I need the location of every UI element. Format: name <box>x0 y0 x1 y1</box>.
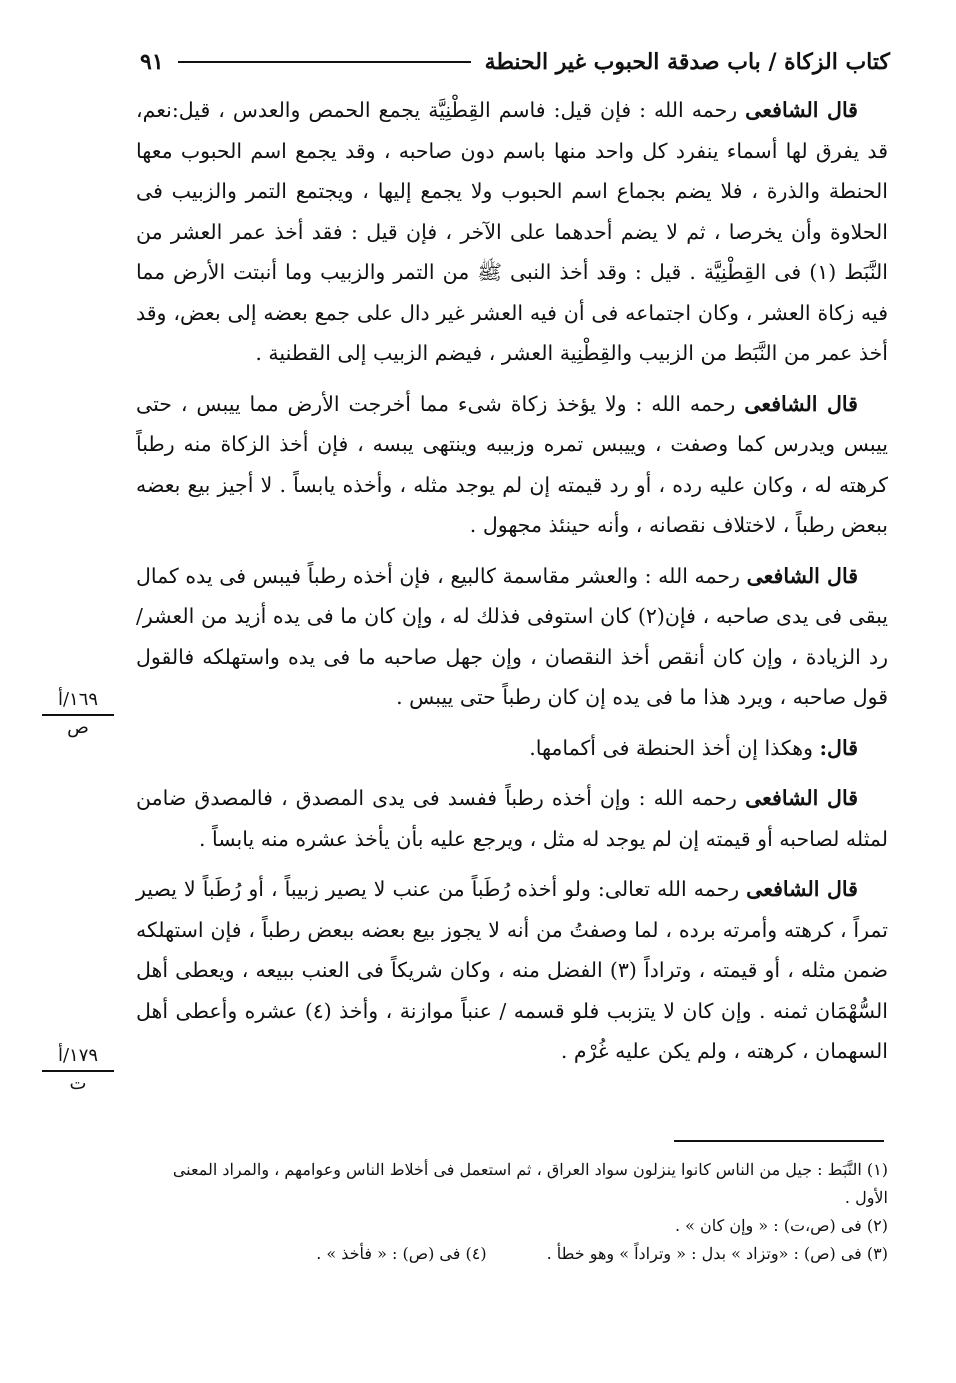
footnote-4: (٤) فى (ص) : « فأخذ » . <box>316 1244 487 1263</box>
paragraph-2 <box>136 384 888 546</box>
footnote-3: (٣) فى (ص) : «وتزاد » بدل : « وتراداً » وهو خطأ . <box>546 1244 888 1263</box>
paragraph-6 <box>136 869 888 1072</box>
margin-siglum: ت <box>69 1073 87 1094</box>
margin-note-manuscript-ref <box>42 688 114 740</box>
margin-folio: ١٦٩/أ <box>42 688 114 716</box>
paragraph-text: رحمه الله : وإن أخذه رطباً ففسد فى يدى المصدق ، فالمصدق ضامن لمثله لصاحبه أو قيمته إن لم يوجد له مثل ، ويرجع عليه بأن يأخذ عشره منه يابساً . <box>136 786 888 851</box>
footnote-2: (٢) فى (ص،ت) : « وإن كان » . <box>674 1216 888 1235</box>
footnote-divider <box>674 1140 884 1142</box>
footnote-1: (١) النَّبَط : جيل من الناس كانوا ينزلون سواد العراق ، ثم استعمل فى أخلاط الناس وعوامهم ، والمراد المعنى الأول . <box>172 1160 888 1207</box>
speaker: قال: <box>819 735 858 760</box>
paragraph-4 <box>136 728 888 769</box>
speaker: قال الشافعى <box>744 391 858 416</box>
paragraph-5 <box>136 778 888 859</box>
paragraph-3 <box>136 556 888 718</box>
paragraph-1 <box>136 90 888 374</box>
paragraph-text: رحمه الله : فإن قيل: فاسم القِطْنِيَّة يجمع الحمص والعدس ، قيل:نعم، قد يفرق لها أسماء ينفرد كل واحد منها باسم دون صاحبه ، وقد يجمع اسم الحبوب معها الحنطة والذرة ، فلا يضم بجماع اسم الحبوب ولا يجمع إليها ، ويجتمع التمر والزبيب فى الحلاوة وأن يخرصا ، ثم لا يضم أحدهما على الآخر ، فإن قيل : فقد أخذ عمر العشر من النَّبَط (١) فى القِطْنِيَّة . قيل : وقد أخذ النبى ﷺ من التمر والزبيب وما أنبتت الأرض مما فيه زكاة العشر ، وكان اجتماعه فى أن فيه العشر غير دال على جمع بعضه إلى بعض، وقد أخذ عمر من النَّبَط من الزبيب والقِطْنِية العشر ، فيضم الزبيب إلى القطنية . <box>136 98 888 365</box>
speaker: قال الشافعى <box>746 877 858 901</box>
footnote-row <box>136 1240 888 1268</box>
main-text <box>136 90 888 1082</box>
header-rule <box>178 61 471 63</box>
speaker: قال الشافعى <box>746 563 858 588</box>
running-title: كتاب الزكاة / باب صدقة الحبوب غير الحنطة <box>484 49 890 75</box>
paragraph-text: رحمه الله : والعشر مقاسمة كالبيع ، فإن أخذه رطباً فيبس فى يده كمال يبقى فى يدى صاحبه ، فإن(٢) كان استوفى فذلك له ، وإن كان ما فى يده أزيد من العشر/ رد الزيادة ، وإن كان أنقص أخذ النقصان ، وإن جهل صاحبه ما فى يده واستهلكه فالقول قول صاحبه ، ويرد هذا ما فى يده إن كان رطباً حتى ييبس . <box>136 563 888 709</box>
page-header <box>140 44 890 80</box>
paragraph-text: وهكذا إن أخذ الحنطة فى أكمامها. <box>529 735 820 760</box>
margin-siglum: ص <box>67 717 89 738</box>
paragraph-text: رحمه الله : ولا يؤخذ زكاة شىء مما أخرجت الأرض مما ييبس ، حتى ييبس ويدرس كما وصفت ، وييبس تمره وزبيبه وينتهى يبسه ، فإن أخذ الزكاة منه رطباً كرهته له ، وكان عليه رده ، أو رد قيمته إن لم يوجد مثله ، وأخذه يابساً . لا أجيز بيع بعضه ببعض رطباً ، لاختلاف نقصانه ، وأنه حينئذ مجهول . <box>136 391 888 537</box>
speaker: قال الشافعى <box>745 786 858 810</box>
margin-folio: ١٧٩/أ <box>42 1044 114 1072</box>
margin-note-manuscript-ref <box>42 1044 114 1096</box>
page-number: ٩١ <box>140 49 164 75</box>
speaker: قال الشافعى <box>745 98 858 122</box>
footnotes <box>136 1156 888 1268</box>
paragraph-text: رحمه الله تعالى: ولو أخذه رُطَباً من عنب لا يصير زبيباً ، أو رُطَباً لا يصير تمراً ، كرهته وأمرته برده ، لما وصفتُ من أنه لا يجوز بيع بعضه ببعض رطباً ، فإن استهلكه ضمن مثله ، أو قيمته ، وتراداً (٣) الفضل منه ، وكان شريكاً فى العنب ببيعه ، ويعطى أهل السُّهْمَان ثمنه . وإن كان لا يتزبب فلو قسمه / عنباً موازنة ، وأخذ (٤) عشره وأعطى أهل السهمان ، كرهته ، ولم يكن عليه غُرْم . <box>136 877 888 1063</box>
